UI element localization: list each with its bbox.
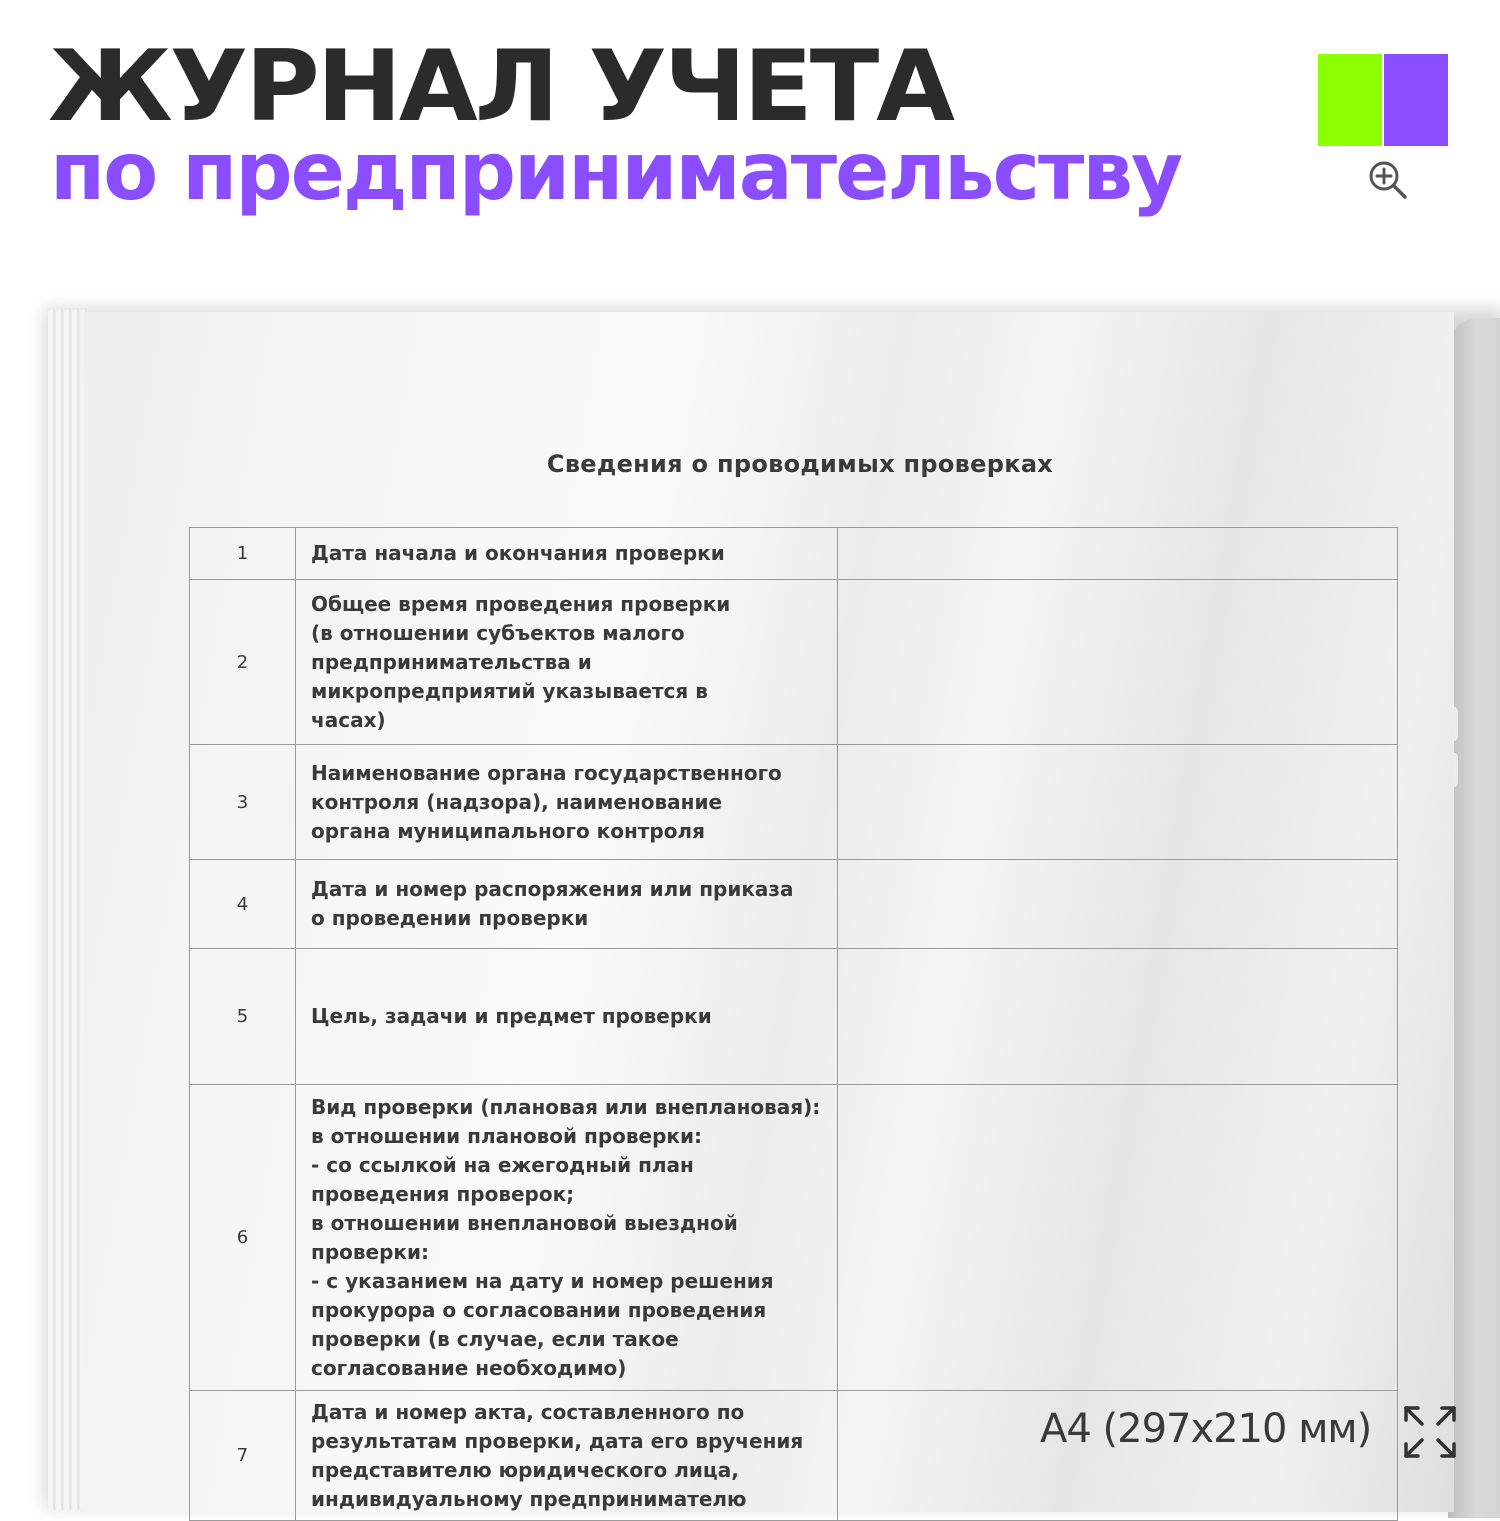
- zoom-in-icon[interactable]: [1366, 158, 1408, 200]
- table-row: [190, 949, 1398, 1085]
- color-swatch-green[interactable]: [1318, 54, 1382, 146]
- booklet-right-page: [1448, 318, 1500, 1518]
- table-row: [190, 745, 1398, 860]
- row-value-cell: [838, 860, 1398, 949]
- row-value-cell: [838, 528, 1398, 580]
- row-value-cell: [838, 745, 1398, 860]
- row-number: 7: [190, 1391, 296, 1521]
- booklet-page-edges: [48, 310, 88, 1510]
- journal-subtitle: по предпринимательству: [50, 125, 1182, 218]
- row-value-cell: [838, 580, 1398, 745]
- format-label: А4 (297x210 мм): [1040, 1406, 1372, 1452]
- color-swatch-purple[interactable]: [1384, 54, 1448, 146]
- table-row: [190, 528, 1398, 580]
- row-number: 3: [190, 745, 296, 860]
- row-description: Общее время проведения проверки (в отношении субъектов малого предпринимательства и микропредприятий указывается в часах): [296, 580, 838, 745]
- row-description: Цель, задачи и предмет проверки: [296, 949, 838, 1085]
- row-value-cell: [838, 1085, 1398, 1391]
- row-description: Дата и номер распоряжения или приказа о проведении проверки: [296, 860, 838, 949]
- row-number: 4: [190, 860, 296, 949]
- row-description: Дата и номер акта, составленного по результатам проверки, дата его вручения представителю юридического лица, индивидуальному предпринимателю: [296, 1391, 838, 1521]
- page-heading: Сведения о проводимых проверках: [546, 450, 1054, 478]
- row-description: Наименование органа государственного контроля (надзора), наименование органа муниципального контроля: [296, 745, 838, 860]
- table-row: [190, 580, 1398, 745]
- row-number: 1: [190, 528, 296, 580]
- table-row: [190, 1085, 1398, 1391]
- row-number: 6: [190, 1085, 296, 1391]
- row-description: Вид проверки (плановая или внеплановая): в отношении плановой проверки: - со ссылкой на ежегодный план проведения проверок; в отношении внеплановой выездной проверки: - с указанием на дату и номер решения прокурора о согласовании проведения проверки (в случае, если такое согласование необходимо): [296, 1085, 838, 1391]
- fullscreen-icon[interactable]: [1402, 1404, 1458, 1460]
- journal-title: ЖУРНАЛ УЧЕТА: [48, 30, 952, 144]
- row-number: 2: [190, 580, 296, 745]
- inspection-table: [189, 527, 1398, 1521]
- row-value-cell: [838, 949, 1398, 1085]
- table-row: [190, 860, 1398, 949]
- row-number: 5: [190, 949, 296, 1085]
- row-description: Дата начала и окончания проверки: [296, 528, 838, 580]
